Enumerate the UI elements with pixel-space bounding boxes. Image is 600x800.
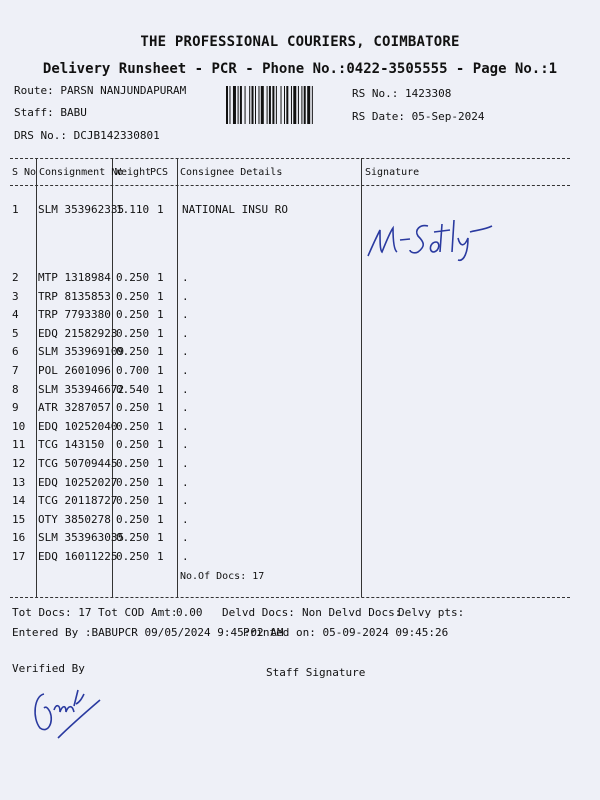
cell-sno: 1 [12, 203, 19, 216]
cell-pcs: 1 [157, 512, 164, 526]
cell-weight: 0.250 [116, 419, 150, 433]
cell-consignment: POL 2601096 [38, 364, 111, 377]
cell-sno: 17 [12, 550, 26, 563]
total-cod-label: Tot COD Amt: [98, 606, 178, 619]
total-docs: Tot Docs: 17 [12, 606, 92, 619]
cell-consignment: EDQ 16011225 [38, 550, 118, 563]
entered-by: Entered By :BABUPCR 09/05/2024 9:45:02 AM [12, 626, 284, 639]
delivery-points-label: Delvy pts: [398, 606, 465, 619]
cell-weight: 0.250 [116, 289, 150, 303]
cell-consignment: TRP 7793380 [38, 308, 111, 322]
cell-sno: 3 [12, 289, 19, 303]
drs-number: DRS No.: DCJB142330801 [14, 129, 160, 142]
cell-consignment: SLM 353946672 [38, 382, 125, 396]
cell-weight: 0.250 [116, 475, 150, 489]
cell-sno: 9 [12, 401, 19, 415]
cell-weight: 0.250 [116, 457, 150, 470]
cell-sno: 6 [12, 345, 19, 359]
cell-consignee-details: . [182, 512, 189, 526]
cell-sno: 5 [12, 326, 19, 340]
cell-pcs: 1 [157, 401, 164, 415]
cell-sno: 10 [12, 419, 26, 433]
cell-sno: 12 [12, 457, 26, 470]
cell-consignment: TCG 20118727 [38, 494, 118, 508]
cell-consignee-details: . [182, 289, 189, 303]
cell-weight: 0.250 [116, 550, 150, 563]
cell-consignment: ATR 3287057 [38, 401, 111, 415]
cell-consignee-details: . [182, 401, 189, 415]
cell-pcs: 1 [157, 419, 164, 433]
consignee-signature [364, 212, 498, 264]
table-bottom-rule [10, 597, 570, 598]
rs-number: RS No.: 1423308 [352, 87, 452, 100]
cell-sno: 14 [12, 494, 26, 508]
rs-date: RS Date: 05-Sep-2024 [352, 110, 485, 123]
cell-consignment: EDQ 10252027 [38, 475, 118, 489]
total-cod-value: 0.00 [176, 606, 203, 619]
cell-sno: 4 [12, 308, 19, 322]
barcode [226, 86, 342, 124]
cell-weight: 0.250 [116, 345, 150, 359]
cell-weight: 0.250 [116, 308, 150, 322]
cell-consignee-details: . [182, 531, 189, 545]
cell-consignee-details: . [182, 494, 189, 508]
non-delivered-docs-label: Non Delvd Docs: [302, 606, 402, 619]
cell-pcs: 1 [157, 308, 164, 322]
delivered-docs-label: Delvd Docs: [222, 606, 295, 619]
col-header-pcs: PCS [150, 167, 169, 178]
cell-sno: 16 [12, 531, 26, 545]
table-header-rule [10, 185, 570, 186]
cell-consignee-details: . [182, 438, 189, 452]
col-header-weight: Weight [115, 167, 152, 178]
col-header-consignment: Consignment No [39, 167, 124, 178]
cell-consignment: MTP 1318984 [38, 271, 111, 284]
cell-consignee-details: . [182, 475, 189, 489]
cell-consignment: EDQ 10252040 [38, 419, 118, 433]
cell-sno: 8 [12, 382, 19, 396]
cell-pcs: 1 [157, 289, 164, 303]
cell-consignee-details: . [182, 419, 189, 433]
cell-pcs: 1 [157, 475, 164, 489]
cell-pcs: 1 [157, 326, 164, 340]
cell-pcs: 1 [157, 382, 164, 396]
cell-consignee-details: . [182, 364, 189, 377]
cell-pcs: 1 [157, 550, 164, 563]
verifier-signature [28, 682, 104, 746]
cell-sno: 7 [12, 364, 19, 377]
cell-consignee-details: . [182, 382, 189, 396]
col-header-signature: Signature [365, 167, 420, 178]
cell-pcs: 1 [157, 531, 164, 545]
cell-weight: 0.700 [116, 364, 150, 377]
verified-by-label: Verified By [12, 662, 85, 675]
cell-consignee-details: . [182, 326, 189, 340]
cell-sno: 2 [12, 271, 19, 284]
cell-consignment: SLM 353962335 [38, 203, 125, 216]
route-label: Route: PARSN NANJUNDAPURAM [14, 84, 187, 97]
no-of-docs: No.Of Docs: 17 [180, 571, 265, 582]
cell-weight: 0.250 [116, 531, 150, 545]
cell-weight: 0.540 [116, 382, 150, 396]
cell-consignee-details: . [182, 457, 189, 470]
cell-pcs: 1 [157, 494, 164, 508]
company-title: THE PROFESSIONAL COURIERS, COIMBATORE [140, 34, 460, 50]
table-top-rule [10, 158, 570, 159]
column-divider [361, 158, 362, 597]
cell-consignee-details: . [182, 308, 189, 322]
cell-sno: 15 [12, 512, 26, 526]
cell-weight: 0.250 [116, 512, 150, 526]
cell-weight: 0.250 [116, 326, 150, 340]
staff-signature-label: Staff Signature [266, 666, 366, 679]
cell-weight: 1.110 [116, 203, 150, 216]
cell-consignment: EDQ 21582923 [38, 326, 118, 340]
cell-consignment: OTY 3850278 [38, 512, 111, 526]
cell-weight: 0.250 [116, 438, 150, 452]
col-header-consignee: Consignee Details [180, 167, 283, 178]
cell-pcs: 1 [157, 203, 164, 216]
column-divider [177, 158, 178, 597]
cell-pcs: 1 [157, 345, 164, 359]
cell-consignment: TCG 50709445 [38, 457, 118, 470]
cell-weight: 0.250 [116, 401, 150, 415]
cell-consignment: TRP 8135853 [38, 289, 111, 303]
cell-consignee-details: NATIONAL INSU RO [182, 203, 288, 216]
cell-consignment: SLM 353969109 [38, 345, 125, 359]
cell-weight: 0.250 [116, 494, 150, 508]
cell-consignee-details: . [182, 271, 189, 284]
cell-sno: 13 [12, 475, 26, 489]
col-header-sno: S No [12, 167, 37, 178]
cell-consignment: SLM 353963035 [38, 531, 125, 545]
cell-sno: 11 [12, 438, 26, 452]
cell-pcs: 1 [157, 364, 164, 377]
staff-label: Staff: BABU [14, 106, 87, 119]
cell-consignment: TCG 143150 [38, 438, 105, 452]
cell-pcs: 1 [157, 271, 164, 284]
cell-weight: 0.250 [116, 271, 150, 284]
cell-consignee-details: . [182, 345, 189, 359]
cell-consignee-details: . [182, 550, 189, 563]
printed-on: Printed on: 05-09-2024 09:45:26 [243, 626, 449, 639]
column-divider [36, 158, 37, 597]
cell-pcs: 1 [157, 457, 164, 470]
cell-pcs: 1 [157, 438, 164, 452]
runsheet-subtitle: Delivery Runsheet - PCR - Phone No.:0422-3505555 - Page No.:1 [42, 61, 558, 77]
